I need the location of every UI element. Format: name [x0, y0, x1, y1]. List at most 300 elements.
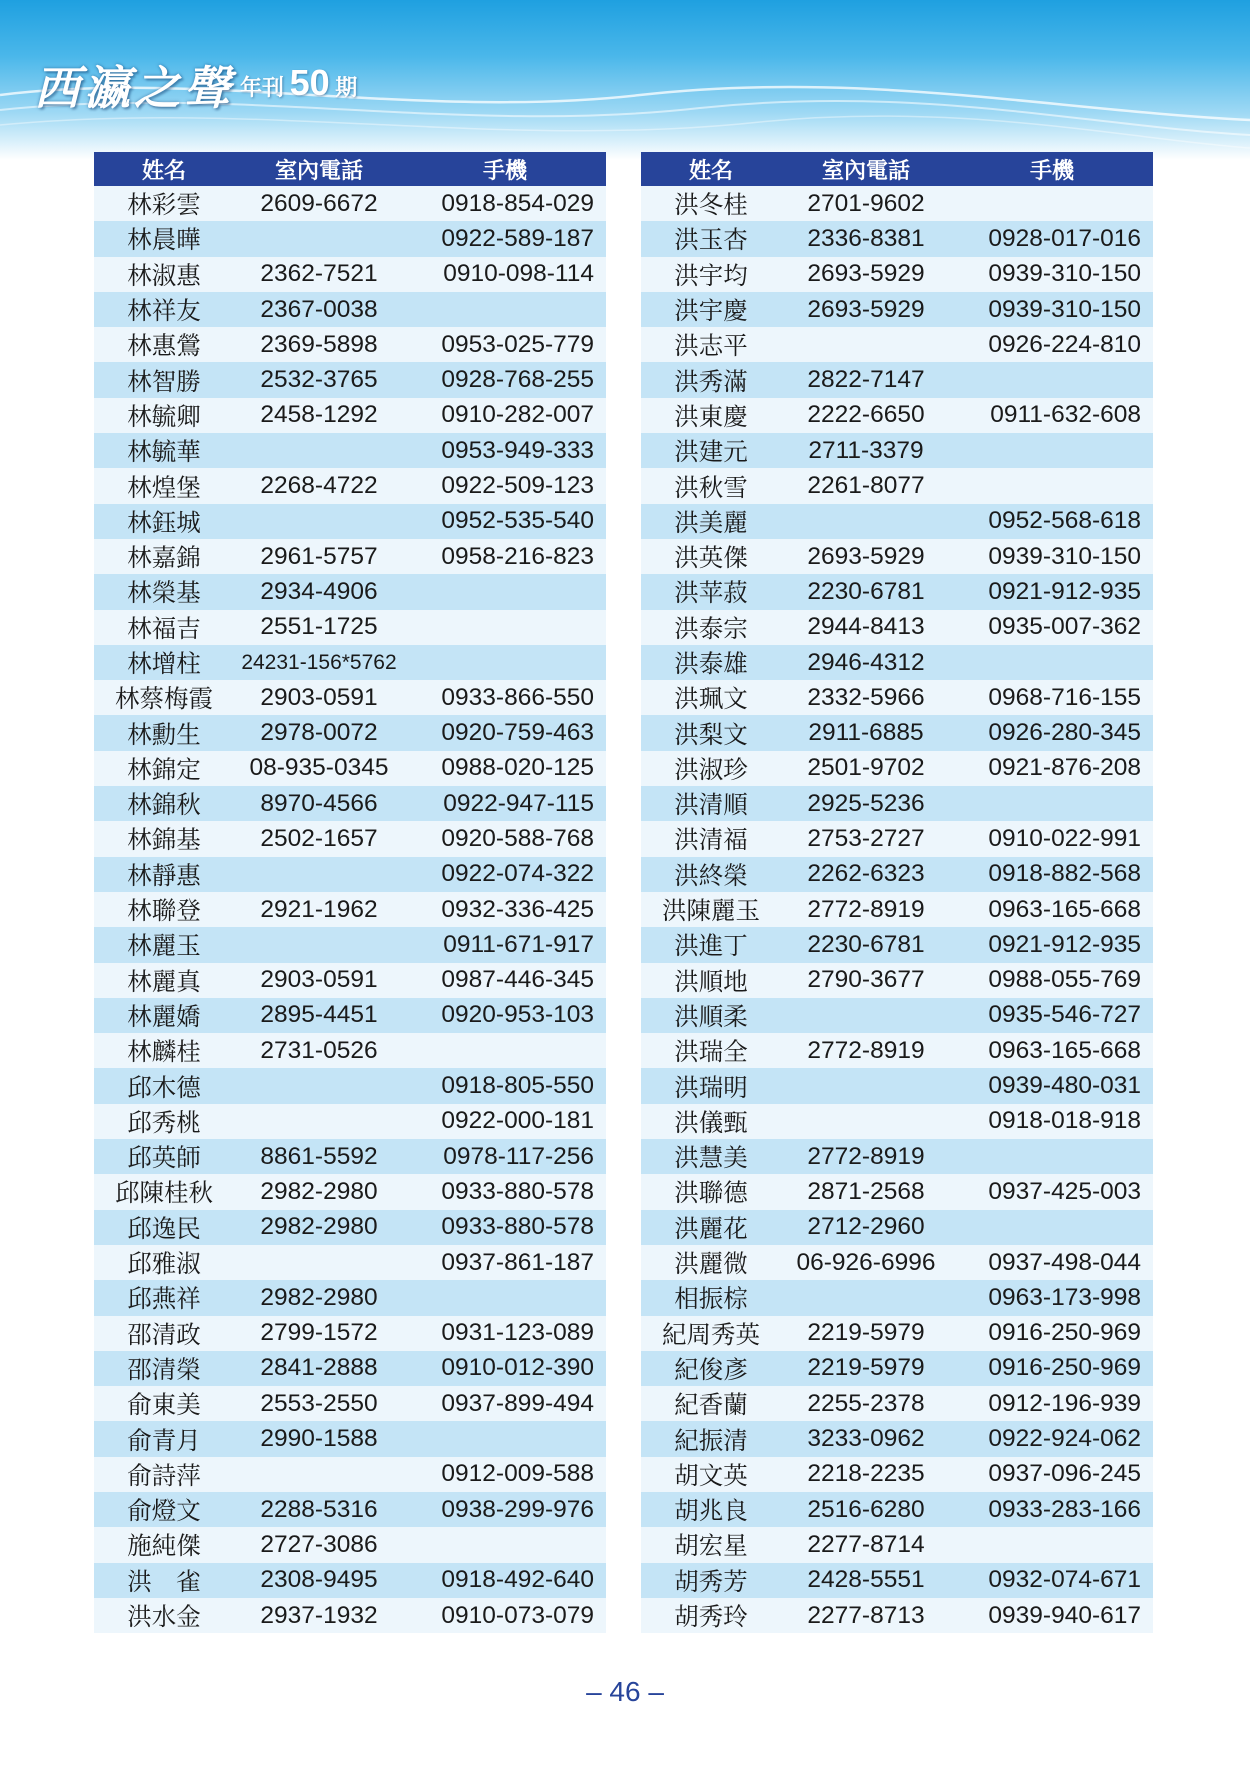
home-phone-cell: 2693-5929	[781, 257, 951, 292]
directory-table-right	[641, 152, 1153, 1633]
mobile-cell: 0968-716-155	[951, 680, 1153, 715]
name-cell: 邱燕祥	[94, 1280, 234, 1315]
name-cell: 洪終榮	[641, 857, 781, 892]
home-phone-cell: 2551-1725	[234, 610, 404, 645]
mobile-cell: 0988-055-769	[951, 963, 1153, 998]
mobile-cell: 0931-123-089	[404, 1316, 606, 1351]
name-cell: 林勳生	[94, 715, 234, 750]
table-row	[641, 1068, 1153, 1103]
name-cell: 洪英傑	[641, 539, 781, 574]
table-row	[641, 680, 1153, 715]
home-phone-cell: 2937-1932	[234, 1598, 404, 1633]
name-cell: 林毓華	[94, 433, 234, 468]
home-phone-cell	[234, 857, 404, 892]
home-phone-cell: 06-926-6996	[781, 1245, 951, 1280]
name-cell: 林麟桂	[94, 1033, 234, 1068]
mobile-cell: 0963-165-668	[951, 892, 1153, 927]
home-phone-cell: 2925-5236	[781, 786, 951, 821]
table-row	[94, 398, 606, 433]
home-phone-cell: 2261-8077	[781, 468, 951, 503]
name-cell: 邱雅淑	[94, 1245, 234, 1280]
home-phone-cell: 2772-8919	[781, 892, 951, 927]
name-cell: 洪美麗	[641, 504, 781, 539]
name-cell: 洪梨文	[641, 715, 781, 750]
home-phone-cell: 2701-9602	[781, 186, 951, 221]
table-row	[94, 892, 606, 927]
home-phone-cell	[781, 1104, 951, 1139]
home-phone-cell: 2693-5929	[781, 292, 951, 327]
name-cell: 洪秀滿	[641, 362, 781, 397]
table-row	[641, 1174, 1153, 1209]
mobile-cell: 0958-216-823	[404, 539, 606, 574]
mobile-cell: 0922-509-123	[404, 468, 606, 503]
mobile-cell: 0978-117-256	[404, 1139, 606, 1174]
mobile-cell: 0939-310-150	[951, 539, 1153, 574]
home-phone-cell: 2982-2980	[234, 1210, 404, 1245]
name-cell: 邵清榮	[94, 1351, 234, 1386]
mobile-cell: 0933-880-578	[404, 1210, 606, 1245]
table-row	[641, 645, 1153, 680]
table-row	[94, 221, 606, 256]
home-phone-cell: 8861-5592	[234, 1139, 404, 1174]
name-cell: 林彩雲	[94, 186, 234, 221]
name-cell: 林錦基	[94, 821, 234, 856]
mobile-cell: 0910-282-007	[404, 398, 606, 433]
mobile-cell: 0938-299-976	[404, 1492, 606, 1527]
name-cell: 洪陳麗玉	[641, 892, 781, 927]
table-row	[641, 610, 1153, 645]
mobile-cell: 0910-098-114	[404, 257, 606, 292]
table-row	[94, 1457, 606, 1492]
name-cell: 洪泰雄	[641, 645, 781, 680]
mobile-cell	[404, 610, 606, 645]
table-row	[94, 1598, 606, 1633]
name-cell: 洪順柔	[641, 998, 781, 1033]
home-phone-cell	[781, 998, 951, 1033]
table-row	[94, 821, 606, 856]
home-phone-cell: 2218-2235	[781, 1457, 951, 1492]
column-header-name: 姓名	[641, 152, 781, 186]
mobile-cell	[404, 1421, 606, 1456]
name-cell: 洪聯德	[641, 1174, 781, 1209]
table-row	[94, 1351, 606, 1386]
table-row	[94, 610, 606, 645]
mobile-cell: 0933-866-550	[404, 680, 606, 715]
home-phone-cell: 2336-8381	[781, 221, 951, 256]
home-phone-cell	[781, 1280, 951, 1315]
mobile-cell	[951, 1527, 1153, 1562]
table-row	[641, 963, 1153, 998]
table-row	[94, 539, 606, 574]
home-phone-cell: 2362-7521	[234, 257, 404, 292]
mobile-cell: 0932-074-671	[951, 1563, 1153, 1598]
home-phone-cell: 2219-5979	[781, 1351, 951, 1386]
mobile-cell: 0920-953-103	[404, 998, 606, 1033]
name-cell: 林毓卿	[94, 398, 234, 433]
table-row	[94, 1492, 606, 1527]
name-cell: 林靜惠	[94, 857, 234, 892]
table-row	[94, 1563, 606, 1598]
name-cell: 林煌堡	[94, 468, 234, 503]
mobile-cell: 0920-759-463	[404, 715, 606, 750]
page-number: – 46 –	[586, 1676, 664, 1707]
mobile-cell: 0910-012-390	[404, 1351, 606, 1386]
mobile-cell: 0912-009-588	[404, 1457, 606, 1492]
home-phone-cell: 2934-4906	[234, 574, 404, 609]
mobile-cell: 0922-074-322	[404, 857, 606, 892]
home-phone-cell: 2978-0072	[234, 715, 404, 750]
home-phone-cell: 2990-1588	[234, 1421, 404, 1456]
name-cell: 邱秀桃	[94, 1104, 234, 1139]
name-cell: 洪儀甄	[641, 1104, 781, 1139]
mobile-cell: 0987-446-345	[404, 963, 606, 998]
name-cell: 俞詩萍	[94, 1457, 234, 1492]
mobile-cell	[951, 433, 1153, 468]
home-phone-cell: 2428-5551	[781, 1563, 951, 1598]
mobile-cell	[951, 362, 1153, 397]
table-row	[641, 186, 1153, 221]
mobile-cell	[404, 1527, 606, 1562]
home-phone-cell: 2822-7147	[781, 362, 951, 397]
table-row	[94, 1068, 606, 1103]
home-phone-cell	[781, 327, 951, 362]
table-row	[641, 1421, 1153, 1456]
mobile-cell: 0952-568-618	[951, 504, 1153, 539]
home-phone-cell	[234, 1245, 404, 1280]
table-row	[94, 1421, 606, 1456]
issue-number: 50	[289, 62, 330, 103]
mobile-cell: 0939-940-617	[951, 1598, 1153, 1633]
table-row	[641, 574, 1153, 609]
mobile-cell: 0937-096-245	[951, 1457, 1153, 1492]
mobile-cell: 0918-492-640	[404, 1563, 606, 1598]
mobile-cell: 0935-546-727	[951, 998, 1153, 1033]
table-row	[94, 504, 606, 539]
mobile-cell: 0921-912-935	[951, 927, 1153, 962]
table-row	[641, 857, 1153, 892]
home-phone-cell: 2501-9702	[781, 751, 951, 786]
mobile-cell: 0922-000-181	[404, 1104, 606, 1139]
table-row	[94, 645, 606, 680]
table-row	[641, 433, 1153, 468]
home-phone-cell: 2772-8919	[781, 1139, 951, 1174]
home-phone-cell	[234, 504, 404, 539]
home-phone-cell: 2609-6672	[234, 186, 404, 221]
mobile-cell: 0922-924-062	[951, 1421, 1153, 1456]
home-phone-cell: 2308-9495	[234, 1563, 404, 1598]
column-header-mobile: 手機	[404, 152, 606, 186]
table-row	[94, 292, 606, 327]
mobile-cell: 0937-498-044	[951, 1245, 1153, 1280]
table-row	[94, 1316, 606, 1351]
header-banner	[0, 0, 1250, 160]
name-cell: 林淑惠	[94, 257, 234, 292]
mobile-cell: 0926-224-810	[951, 327, 1153, 362]
home-phone-cell: 2903-0591	[234, 680, 404, 715]
name-cell: 胡秀玲	[641, 1598, 781, 1633]
table-row	[94, 927, 606, 962]
mobile-cell: 0911-671-917	[404, 927, 606, 962]
home-phone-cell	[234, 1068, 404, 1103]
name-cell: 洪冬桂	[641, 186, 781, 221]
table-row	[641, 927, 1153, 962]
table-row	[641, 327, 1153, 362]
name-cell: 邱逸民	[94, 1210, 234, 1245]
mobile-cell: 0952-535-540	[404, 504, 606, 539]
table-row	[94, 786, 606, 821]
name-cell: 紀俊彥	[641, 1351, 781, 1386]
table-row	[94, 1527, 606, 1562]
mobile-cell: 0963-173-998	[951, 1280, 1153, 1315]
mobile-cell: 0953-949-333	[404, 433, 606, 468]
home-phone-cell: 24231-156*5762	[234, 645, 404, 680]
name-cell: 林嘉錦	[94, 539, 234, 574]
column-header-mobile: 手機	[951, 152, 1153, 186]
mobile-cell	[951, 1210, 1153, 1245]
table-row	[641, 539, 1153, 574]
table-row	[94, 1280, 606, 1315]
name-cell: 施純傑	[94, 1527, 234, 1562]
home-phone-cell	[234, 927, 404, 962]
home-phone-cell: 2946-4312	[781, 645, 951, 680]
table-row	[641, 257, 1153, 292]
name-cell: 林鈺城	[94, 504, 234, 539]
table-row	[94, 433, 606, 468]
home-phone-cell: 2921-1962	[234, 892, 404, 927]
name-cell: 林福吉	[94, 610, 234, 645]
table-row	[641, 1457, 1153, 1492]
name-cell: 洪麗花	[641, 1210, 781, 1245]
issue-prefix: 年刊	[240, 76, 285, 101]
home-phone-cell	[781, 504, 951, 539]
table-row	[94, 257, 606, 292]
table-row	[94, 998, 606, 1033]
name-cell: 洪慧美	[641, 1139, 781, 1174]
table-row	[94, 1139, 606, 1174]
mobile-cell: 0988-020-125	[404, 751, 606, 786]
name-cell: 洪麗微	[641, 1245, 781, 1280]
table-row	[641, 1527, 1153, 1562]
column-header-home-phone: 室內電話	[781, 152, 951, 186]
home-phone-cell: 2502-1657	[234, 821, 404, 856]
home-phone-cell: 2222-6650	[781, 398, 951, 433]
name-cell: 林智勝	[94, 362, 234, 397]
name-cell: 邱英師	[94, 1139, 234, 1174]
mobile-cell: 0921-876-208	[951, 751, 1153, 786]
home-phone-cell: 2711-3379	[781, 433, 951, 468]
table-row	[641, 1351, 1153, 1386]
table-row	[641, 1316, 1153, 1351]
table-row	[641, 1386, 1153, 1421]
table-row	[641, 292, 1153, 327]
home-phone-cell: 2277-8714	[781, 1527, 951, 1562]
name-cell: 林麗玉	[94, 927, 234, 962]
home-phone-cell: 08-935-0345	[234, 751, 404, 786]
name-cell: 洪苹菽	[641, 574, 781, 609]
mobile-cell	[404, 645, 606, 680]
home-phone-cell: 2262-6323	[781, 857, 951, 892]
home-phone-cell: 2712-2960	[781, 1210, 951, 1245]
home-phone-cell: 2516-6280	[781, 1492, 951, 1527]
home-phone-cell: 2753-2727	[781, 821, 951, 856]
table-row	[641, 468, 1153, 503]
name-cell: 洪順地	[641, 963, 781, 998]
table-row	[641, 786, 1153, 821]
table-row	[94, 468, 606, 503]
table-row	[94, 1245, 606, 1280]
home-phone-cell: 2230-6781	[781, 574, 951, 609]
home-phone-cell: 8970-4566	[234, 786, 404, 821]
table-row	[641, 1210, 1153, 1245]
table-row	[94, 751, 606, 786]
home-phone-cell: 2277-8713	[781, 1598, 951, 1633]
mobile-cell: 0926-280-345	[951, 715, 1153, 750]
table-row	[641, 1598, 1153, 1633]
home-phone-cell: 2982-2980	[234, 1174, 404, 1209]
mobile-cell	[951, 645, 1153, 680]
mobile-cell	[951, 786, 1153, 821]
home-phone-cell: 2553-2550	[234, 1386, 404, 1421]
table-row	[94, 1386, 606, 1421]
home-phone-cell	[234, 1104, 404, 1139]
home-phone-cell: 2693-5929	[781, 539, 951, 574]
name-cell: 洪宇均	[641, 257, 781, 292]
mobile-cell: 0921-912-935	[951, 574, 1153, 609]
name-cell: 俞青月	[94, 1421, 234, 1456]
name-cell: 洪 雀	[94, 1563, 234, 1598]
name-cell: 林榮基	[94, 574, 234, 609]
table-row	[94, 857, 606, 892]
mobile-cell: 0939-310-150	[951, 292, 1153, 327]
table-row	[641, 1563, 1153, 1598]
directory-table-left	[94, 152, 606, 1633]
name-cell: 洪東慶	[641, 398, 781, 433]
table-row	[641, 221, 1153, 256]
home-phone-cell: 2731-0526	[234, 1033, 404, 1068]
name-cell: 洪秋雪	[641, 468, 781, 503]
name-cell: 胡宏星	[641, 1527, 781, 1562]
home-phone-cell: 2841-2888	[234, 1351, 404, 1386]
home-phone-cell: 2982-2980	[234, 1280, 404, 1315]
mobile-cell: 0920-588-768	[404, 821, 606, 856]
mobile-cell	[404, 574, 606, 609]
name-cell: 洪進丁	[641, 927, 781, 962]
mobile-cell: 0935-007-362	[951, 610, 1153, 645]
table-row	[641, 998, 1153, 1033]
table-header-row	[641, 152, 1153, 186]
mobile-cell	[951, 1139, 1153, 1174]
name-cell: 洪泰宗	[641, 610, 781, 645]
name-cell: 洪清福	[641, 821, 781, 856]
table-row	[94, 963, 606, 998]
mobile-cell: 0918-805-550	[404, 1068, 606, 1103]
table-row	[641, 751, 1153, 786]
name-cell: 胡秀芳	[641, 1563, 781, 1598]
mobile-cell: 0911-632-608	[951, 398, 1153, 433]
home-phone-cell	[234, 221, 404, 256]
name-cell: 洪玉杏	[641, 221, 781, 256]
name-cell: 洪瑞全	[641, 1033, 781, 1068]
table-row	[94, 574, 606, 609]
home-phone-cell: 2895-4451	[234, 998, 404, 1033]
column-header-home-phone: 室內電話	[234, 152, 404, 186]
mobile-cell	[404, 292, 606, 327]
name-cell: 林麗真	[94, 963, 234, 998]
table-row	[641, 362, 1153, 397]
table-row	[94, 1033, 606, 1068]
mobile-cell: 0918-854-029	[404, 186, 606, 221]
table-row	[641, 1139, 1153, 1174]
table-row	[94, 680, 606, 715]
name-cell: 相振棕	[641, 1280, 781, 1315]
home-phone-cell: 2799-1572	[234, 1316, 404, 1351]
home-phone-cell	[234, 433, 404, 468]
home-phone-cell: 2903-0591	[234, 963, 404, 998]
table-row	[641, 504, 1153, 539]
issue-suffix: 期	[335, 76, 358, 101]
table-header-row	[94, 152, 606, 186]
mobile-cell	[951, 186, 1153, 221]
table-row	[94, 362, 606, 397]
issue-label	[240, 62, 357, 104]
table-row	[641, 1033, 1153, 1068]
home-phone-cell: 2230-6781	[781, 927, 951, 962]
name-cell: 林增柱	[94, 645, 234, 680]
mobile-cell: 0922-947-115	[404, 786, 606, 821]
name-cell: 林晨曄	[94, 221, 234, 256]
name-cell: 邱陳桂秋	[94, 1174, 234, 1209]
mobile-cell: 0939-310-150	[951, 257, 1153, 292]
mobile-cell: 0932-336-425	[404, 892, 606, 927]
home-phone-cell: 2268-4722	[234, 468, 404, 503]
mobile-cell	[404, 1280, 606, 1315]
name-cell: 林惠鶯	[94, 327, 234, 362]
home-phone-cell: 2458-1292	[234, 398, 404, 433]
home-phone-cell: 2944-8413	[781, 610, 951, 645]
name-cell: 邱木德	[94, 1068, 234, 1103]
name-cell: 胡文英	[641, 1457, 781, 1492]
mobile-cell: 0937-861-187	[404, 1245, 606, 1280]
name-cell: 紀香蘭	[641, 1386, 781, 1421]
name-cell: 紀振清	[641, 1421, 781, 1456]
name-cell: 俞東美	[94, 1386, 234, 1421]
table-row	[94, 715, 606, 750]
home-phone-cell: 2790-3677	[781, 963, 951, 998]
mobile-cell	[404, 1033, 606, 1068]
name-cell: 洪淑珍	[641, 751, 781, 786]
column-header-name: 姓名	[94, 152, 234, 186]
home-phone-cell: 2219-5979	[781, 1316, 951, 1351]
table-row	[94, 186, 606, 221]
name-cell: 洪水金	[94, 1598, 234, 1633]
name-cell: 洪珮文	[641, 680, 781, 715]
name-cell: 胡兆良	[641, 1492, 781, 1527]
name-cell: 紀周秀英	[641, 1316, 781, 1351]
name-cell: 洪瑞明	[641, 1068, 781, 1103]
table-row	[641, 398, 1153, 433]
mobile-cell: 0916-250-969	[951, 1351, 1153, 1386]
mobile-cell: 0928-768-255	[404, 362, 606, 397]
name-cell: 林蔡梅霞	[94, 680, 234, 715]
table-row	[641, 892, 1153, 927]
table-row	[641, 715, 1153, 750]
home-phone-cell: 2911-6885	[781, 715, 951, 750]
name-cell: 俞燈文	[94, 1492, 234, 1527]
mobile-cell: 0937-899-494	[404, 1386, 606, 1421]
publication-title: 西瀛之聲	[34, 61, 234, 115]
home-phone-cell: 2332-5966	[781, 680, 951, 715]
home-phone-cell: 2255-2378	[781, 1386, 951, 1421]
